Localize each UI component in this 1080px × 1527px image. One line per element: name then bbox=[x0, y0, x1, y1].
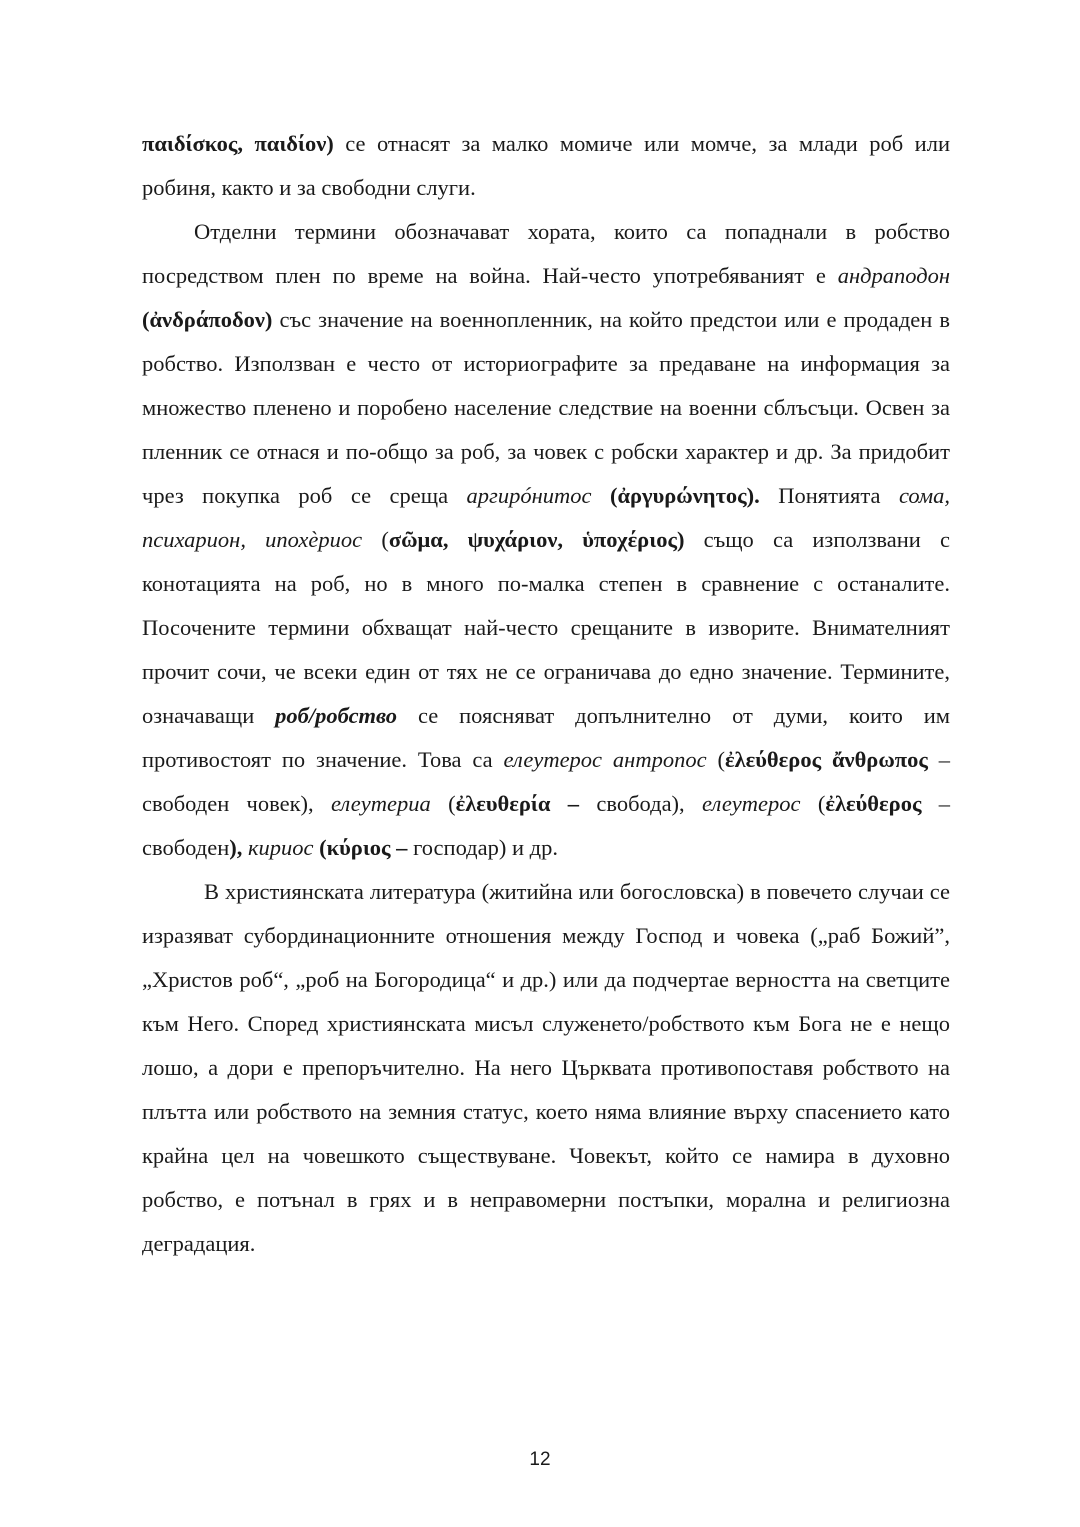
term-kirios-greek: (κύριος – bbox=[319, 835, 408, 860]
p2-text-10: свобода), bbox=[579, 791, 703, 816]
term-andrapodon-greek: (ἀνδράποδον) bbox=[142, 307, 273, 332]
term-eleuteria-greek: ἐλευθερία – bbox=[455, 791, 580, 816]
p2-text-3: Понятията bbox=[759, 483, 899, 508]
p2-text-6: се поясняват допълнително от думи, които им противостоят по значение. Това са bbox=[142, 703, 950, 772]
term-eleuteros-translit: елеутерос bbox=[702, 791, 801, 816]
p2-text-11: ( bbox=[800, 791, 826, 816]
p2-text-14: господар) и др. bbox=[407, 835, 558, 860]
term-andrapodon-translit: андраподон bbox=[837, 263, 950, 288]
term-argironitos-greek: (ἀργυρώνητος). bbox=[609, 483, 760, 508]
paragraph-3 bbox=[142, 870, 950, 1266]
term-soma-greek: σῶμα, ψυχάριον, ὑποχέριος) bbox=[388, 527, 685, 552]
paragraph-1 bbox=[142, 122, 950, 210]
p2-text-7: ( bbox=[706, 747, 725, 772]
term-soma-translit: сома, психарион, ипохèриос bbox=[142, 483, 950, 552]
term-eleuteros-greek: ἐλεύθερος bbox=[825, 791, 922, 816]
term-argironitos-translit: аргирóнитос bbox=[466, 483, 592, 508]
paragraph-1-text: се отнасят за малко момиче или момче, за млади роб или робиня, както и за свободни слуги. bbox=[142, 131, 950, 200]
p2-text-12: – свободен bbox=[142, 791, 951, 860]
p2-text-4: ( bbox=[362, 527, 389, 552]
p2-text-12b: ), bbox=[229, 835, 243, 860]
term-eleuteria-translit: елеутериа bbox=[330, 791, 431, 816]
paragraph-2 bbox=[142, 210, 950, 870]
term-kirios-translit: кириос bbox=[247, 835, 314, 860]
greek-terms-paidiskos: παιδίσκος, παιδίον) bbox=[142, 131, 334, 156]
page-body bbox=[142, 122, 950, 1266]
paragraph-3-text: В християнската литература (житийна или богословска) в повечето случаи се изразяват субординационните отношения между Господ и човека („раб Божий”, „Христов роб“, „роб на Богородица“ и др.) или да подчертае верността на светците към Него. Според християнската мисъл служенето/робството към Бога не е нещо лошо, а дори е препоръчително. На него Църквата противопоставя робството на плътта или робството на земния статус, което няма влияние върху спасението като крайна цел на човешкото съществуване. Човекът, който се намира в духовно робство, е потънал в грях и в неправомерни постъпки, морална и религиозна деградация. bbox=[142, 879, 950, 1256]
p2-text-8: – свободен човек), bbox=[142, 747, 951, 816]
page-number: 12 bbox=[529, 1449, 551, 1470]
term-eleuteros-antropos-translit: елеутерос антропос bbox=[503, 747, 707, 772]
p2-text-5: също са използвани с конотацията на роб, но в много по-малка степен в сравнение с останалите. Посочените термини обхващат най-често срещаните в изворите. Внимателният прочит сочи, че всеки един от тях не се ограничава до едно значение. Термините, означаващи bbox=[142, 527, 950, 728]
p2-text-1: Отделни термини обозначават хората, които са попаднали в робство посредством плен по време на война. Най-често употребяваният е bbox=[142, 219, 950, 288]
term-eleuteros-antropos-greek: ἐλεύθερος ἄνθρωπος bbox=[724, 747, 928, 772]
p2-text-2: със значение на военнопленник, на който предстои или е продаден в робство. Използван е често от историографите за предаване на информация за множество пленено и поробено население следствие на военни сблъсъци. Освен за пленник се отнася и по-общо за роб, за човек с робски характер и др. За придобит чрез покупка роб се среща bbox=[142, 307, 950, 508]
p2-text-9: ( bbox=[430, 791, 456, 816]
term-rob-emphasis: роб/робство bbox=[275, 703, 398, 728]
